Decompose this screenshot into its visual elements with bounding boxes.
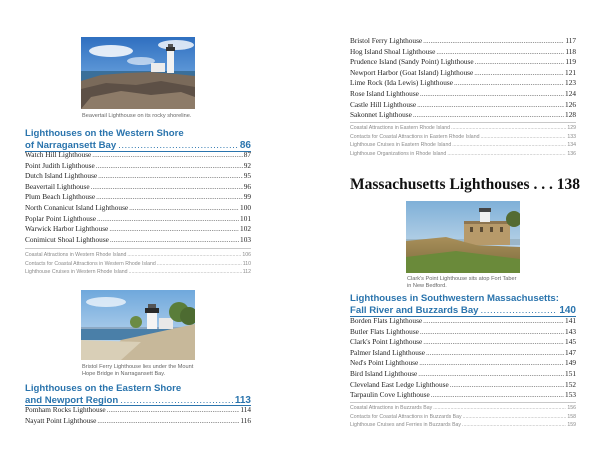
toc-subentry[interactable]: Contacts for Coastal Attractions in Western Rhode Island ..... 110 xyxy=(25,260,251,269)
section-title-line1: Lighthouses in Southwestern Massachusetts: xyxy=(350,293,559,304)
toc-entry[interactable]: Palmer Island Lighthouse ..... 147 xyxy=(350,348,576,359)
bristol-ferry-caption: Bristol Ferry Lighthouse lies under the Mount Hope Bridge in Narragansett Bay. xyxy=(82,364,194,377)
toc-entry[interactable]: Hog Island Shoal Lighthouse ..... 118 xyxy=(350,47,576,58)
toc-entry[interactable]: Castle Hill Lighthouse ..... 126 xyxy=(350,100,576,111)
eastern-shore-entries xyxy=(25,405,251,426)
toc-subentry[interactable]: Contacts for Coastal Attractions in Eastern Rhode Island ..... 133 xyxy=(350,133,576,142)
toc-entry[interactable]: North Conanicut Island Lighthouse ..... 100 xyxy=(25,203,251,214)
toc-entry[interactable]: Nayatt Point Lighthouse ..... 116 xyxy=(25,416,251,427)
toc-entry[interactable]: Newport Harbor (Goat Island) Lighthouse ..... 121 xyxy=(350,68,576,79)
toc-entry[interactable]: Sakonnet Lighthouse ..... 128 xyxy=(350,110,576,121)
beavertail-photo xyxy=(81,37,195,109)
divider xyxy=(350,402,576,403)
toc-entry[interactable]: Butler Flats Lighthouse ..... 143 xyxy=(350,327,576,338)
toc-entry[interactable]: Clark's Point Lighthouse ..... 145 xyxy=(350,337,576,348)
section-page-number: 86 xyxy=(239,139,251,151)
toc-entry[interactable]: Bristol Ferry Lighthouse ..... 117 xyxy=(350,36,576,47)
toc-entry[interactable]: Beavertail Lighthouse ..... 96 xyxy=(25,182,251,193)
section-page-number: 140 xyxy=(559,304,576,316)
toc-entry[interactable]: Ned's Point Lighthouse ..... 149 xyxy=(350,358,576,369)
section-western-shore-heading[interactable] xyxy=(25,128,251,151)
toc-subentry[interactable]: Coastal Attractions in Eastern Rhode Island ..... 129 xyxy=(350,124,576,133)
section-southwestern-mass-heading[interactable] xyxy=(350,293,576,316)
toc-entry[interactable]: Plum Beach Lighthouse ..... 99 xyxy=(25,192,251,203)
toc-entry[interactable]: Pomham Rocks Lighthouse ..... 114 xyxy=(25,405,251,416)
section-title-line2: of Narragansett Bay xyxy=(25,139,117,151)
divider xyxy=(25,248,251,249)
southwestern-mass-subentries xyxy=(350,404,576,430)
toc-subentry[interactable]: Contacts for Coastal Attractions in Buzzards Bay ..... 158 xyxy=(350,413,576,422)
toc-entry[interactable]: Cleveland East Ledge Lighthouse ..... 152 xyxy=(350,380,576,391)
toc-entry[interactable]: Dutch Island Lighthouse ..... 95 xyxy=(25,171,251,182)
divider xyxy=(350,122,576,123)
toc-entry[interactable]: Bird Island Lighthouse ..... 151 xyxy=(350,369,576,380)
toc-subentry[interactable]: Coastal Attractions in Western Rhode Island ..... 106 xyxy=(25,251,251,260)
section-eastern-shore-heading[interactable] xyxy=(25,383,251,406)
toc-subentry[interactable]: Lighthouse Cruises in Western Rhode Island ..... 112 xyxy=(25,268,251,277)
part-heading[interactable]: Massachusetts Lighthouses . . . 138 xyxy=(350,176,580,193)
section-title-line2: Fall River and Buzzards Bay xyxy=(350,304,479,316)
right-page xyxy=(300,0,600,450)
toc-entry[interactable]: Prudence Island (Sandy Point) Lighthouse ..... 119 xyxy=(350,57,576,68)
beavertail-caption: Beavertail Lighthouse on its rocky shoreline. xyxy=(82,113,192,119)
toc-entry[interactable]: Warwick Harbor Lighthouse ..... 102 xyxy=(25,224,251,235)
section-title-line2: and Newport Region xyxy=(25,394,119,406)
section-title-line1: Lighthouses on the Eastern Shore xyxy=(25,383,182,394)
clarks-point-caption: Clark's Point Lighthouse sits atop Fort Taber in New Bedford. xyxy=(407,276,517,289)
toc-entry[interactable]: Poplar Point Lighthouse ..... 101 xyxy=(25,214,251,225)
toc-entry[interactable]: Rose Island Lighthouse ..... 124 xyxy=(350,89,576,100)
western-shore-subentries xyxy=(25,251,251,277)
southwestern-mass-entries xyxy=(350,316,576,401)
section-page-number: 113 xyxy=(234,394,251,406)
western-shore-entries xyxy=(25,150,251,245)
toc-subentry[interactable]: Lighthouse Cruises in Eastern Rhode Island ..... 134 xyxy=(350,141,576,150)
toc-subentry[interactable]: Lighthouse Cruises and Ferries in Buzzards Bay ..... 159 xyxy=(350,421,576,430)
toc-entry[interactable]: Conimicut Shoal Lighthouse ..... 103 xyxy=(25,235,251,246)
toc-entry[interactable]: Tarpaulin Cove Lighthouse ..... 153 xyxy=(350,390,576,401)
section-title-line1: Lighthouses on the Western Shore xyxy=(25,128,184,139)
toc-entry[interactable]: Borden Flats Lighthouse ..... 141 xyxy=(350,316,576,327)
toc-subentry[interactable]: Lighthouse Organizations in Rhode Island ..... 136 xyxy=(350,150,576,159)
toc-subentry[interactable]: Coastal Attractions in Buzzards Bay ..... 156 xyxy=(350,404,576,413)
eastern-shore-entries-continued xyxy=(350,36,576,121)
bristol-ferry-photo xyxy=(81,290,195,360)
toc-entry[interactable]: Watch Hill Lighthouse ..... 87 xyxy=(25,150,251,161)
toc-entry[interactable]: Point Judith Lighthouse ..... 92 xyxy=(25,161,251,172)
eastern-shore-subentries xyxy=(350,124,576,158)
toc-entry[interactable]: Lime Rock (Ida Lewis) Lighthouse ..... 123 xyxy=(350,78,576,89)
clarks-point-photo xyxy=(406,201,520,273)
